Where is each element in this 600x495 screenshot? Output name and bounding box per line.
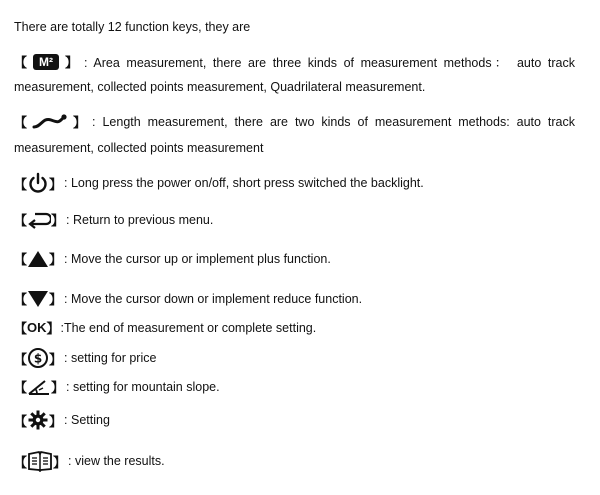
key-row-up <box>14 249 331 268</box>
key-desc-price: : setting for price <box>64 351 157 365</box>
length-key-desc: : Length measurement, there are two kinds of measurement methods: auto track <box>92 114 575 129</box>
length-key-desc-cont: measurement, collected points measurement <box>14 141 264 155</box>
bracket-open: 【 <box>14 454 28 470</box>
slope-icon <box>27 378 51 396</box>
length-icon <box>31 113 69 131</box>
key-desc-up: : Move the cursor up or implement plus function. <box>64 251 331 266</box>
bracket-open: 【 <box>14 213 28 228</box>
key-row-return <box>14 210 213 229</box>
bracket-open: 【 <box>14 115 28 130</box>
bracket-open: 【 <box>14 321 28 336</box>
ok-label: OK <box>27 320 47 335</box>
bracket-open: 【 <box>14 176 28 192</box>
key-desc-settings: : Setting <box>64 413 110 427</box>
key-desc-ok: :The end of measurement or complete setting. <box>60 320 317 335</box>
bracket-close: 】 <box>49 252 63 267</box>
area-key-row <box>14 52 575 71</box>
key-row-power <box>14 172 424 194</box>
area-key-desc: : Area measurement, there are three kinds of measurement methods： auto track <box>84 55 575 70</box>
key-desc-slope: : setting for mountain slope. <box>66 379 220 394</box>
key-row-slope <box>14 377 220 396</box>
bracket-close: 】 <box>49 413 63 429</box>
area-key-desc-cont: measurement, collected points measurement, Quadrilateral measurement. <box>14 80 426 94</box>
down-arrow-icon <box>27 290 49 308</box>
power-icon <box>27 172 49 194</box>
bracket-close: 】 <box>49 292 63 307</box>
gear-icon <box>27 409 49 431</box>
price-icon <box>27 347 49 369</box>
key-row-down <box>14 289 362 308</box>
key-row-results <box>14 450 165 472</box>
key-row-price <box>14 347 156 369</box>
bracket-close: 】 <box>51 213 65 228</box>
bracket-close: 】 <box>49 176 63 192</box>
up-arrow-icon <box>27 250 49 268</box>
bracket-open: 【 <box>14 351 28 367</box>
intro-text: There are totally 12 function keys, they are <box>14 20 251 34</box>
book-icon <box>27 450 53 472</box>
key-row-settings <box>14 409 110 431</box>
key-row-ok <box>14 318 316 337</box>
bracket-open: 【 <box>14 380 28 395</box>
bracket-open: 【 <box>14 252 28 267</box>
area-m2-icon: M² <box>33 54 59 70</box>
length-key-row <box>14 112 575 131</box>
bracket-open: 【 <box>14 55 28 70</box>
bracket-close: 】 <box>51 380 65 395</box>
key-desc-return: : Return to previous menu. <box>66 212 214 227</box>
key-desc-results: : view the results. <box>68 454 165 468</box>
bracket-close: 】 <box>49 351 63 367</box>
bracket-open: 【 <box>14 413 28 429</box>
bracket-open: 【 <box>14 292 28 307</box>
key-desc-down: : Move the cursor down or implement reduce function. <box>64 291 363 306</box>
bracket-close: 】 <box>73 115 87 130</box>
bracket-close: 】 <box>46 321 60 336</box>
return-icon <box>27 211 51 229</box>
bracket-close: 】 <box>53 454 67 470</box>
key-desc-power: : Long press the power on/off, short press switched the backlight. <box>64 176 424 190</box>
bracket-close: 】 <box>65 55 79 70</box>
svg-text:$: $ <box>33 351 43 366</box>
